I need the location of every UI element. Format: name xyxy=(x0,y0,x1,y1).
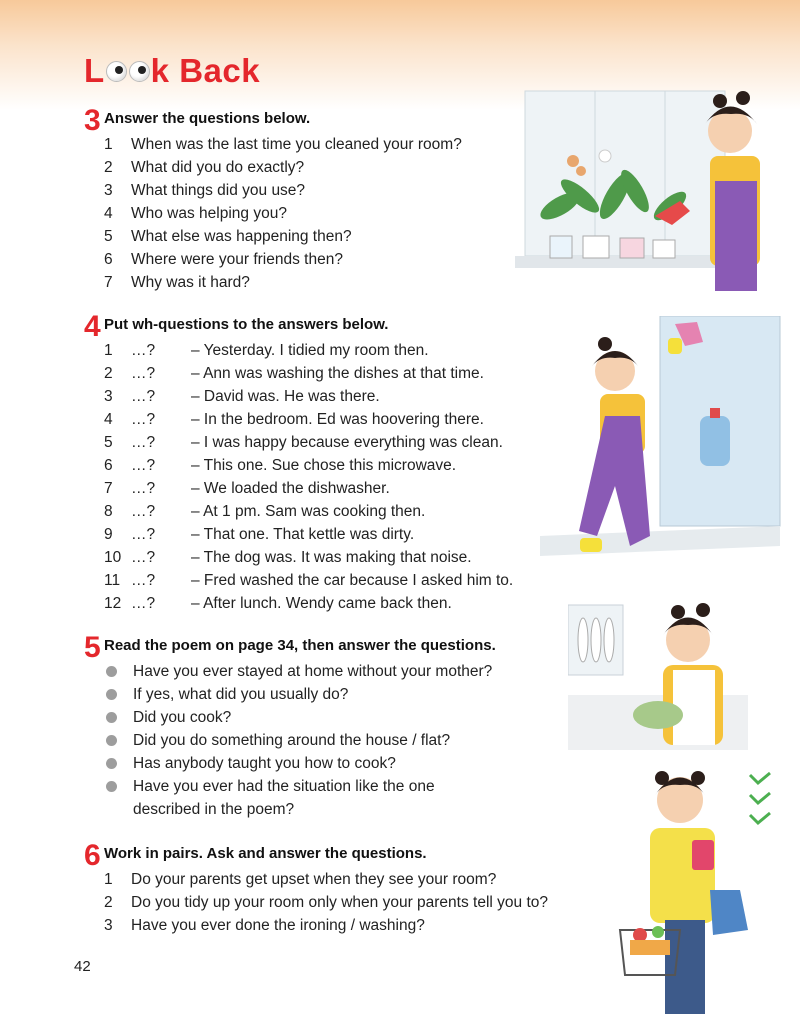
item-text: – In the bedroom. Ed was hoovering there. xyxy=(191,411,484,428)
item-text: What did you do exactly? xyxy=(131,159,305,176)
item-text: – We loaded the dishwasher. xyxy=(191,480,390,497)
washing-dishes-illustration xyxy=(568,600,768,750)
item-question-mark: …? xyxy=(131,342,156,359)
bullet-icon xyxy=(106,666,117,677)
item-number: 6 xyxy=(104,251,113,268)
item-number: 4 xyxy=(104,411,113,428)
list-item xyxy=(104,592,513,615)
bullet-icon xyxy=(106,781,117,792)
item-question-mark: …? xyxy=(131,388,156,405)
bullet-icon xyxy=(106,712,117,723)
item-text: Where were your friends then? xyxy=(131,251,343,268)
item-text: – That one. That kettle was dirty. xyxy=(191,526,415,543)
list-item xyxy=(104,431,513,454)
list-item xyxy=(104,408,513,431)
title-first-letter: L xyxy=(84,52,105,89)
eye-icon xyxy=(129,61,150,82)
item-question-mark: …? xyxy=(131,365,156,382)
list-item xyxy=(104,523,513,546)
item-number: 1 xyxy=(104,871,113,888)
bullet-icon xyxy=(106,735,117,746)
item-text: Who was helping you? xyxy=(131,205,287,222)
list-item xyxy=(104,225,462,248)
list-item xyxy=(104,339,513,362)
item-question-mark: …? xyxy=(131,434,156,451)
item-number: 9 xyxy=(104,526,113,543)
item-text: Has anybody taught you how to cook? xyxy=(133,755,396,772)
item-number: 3 xyxy=(104,388,113,405)
item-text: – Ann was washing the dishes at that time. xyxy=(191,365,484,382)
item-number: 4 xyxy=(104,205,113,222)
item-text: – I was happy because everything was clean. xyxy=(191,434,503,451)
section-number: 3 xyxy=(84,104,101,137)
list-item xyxy=(104,202,462,225)
item-text: – The dog was. It was making that noise. xyxy=(191,549,472,566)
item-number: 1 xyxy=(104,136,113,153)
item-text: If yes, what did you usually do? xyxy=(133,686,349,703)
question-list xyxy=(104,868,548,937)
item-number: 10 xyxy=(104,549,122,566)
list-item xyxy=(104,868,548,891)
item-number: 12 xyxy=(104,595,122,612)
section-number: 5 xyxy=(84,631,101,664)
item-number: 1 xyxy=(104,342,113,359)
item-text: – This one. Sue chose this microwave. xyxy=(191,457,457,474)
section-heading: Put wh-questions to the answers below. xyxy=(104,316,389,333)
item-text: Do you tidy up your room only when your parents tell you to? xyxy=(131,894,549,911)
section-heading: Answer the questions below. xyxy=(104,110,311,127)
item-text: – David was. He was there. xyxy=(191,388,380,405)
list-item xyxy=(104,385,513,408)
item-text: Have you ever stayed at home without your mother? xyxy=(133,663,493,680)
list-item xyxy=(104,891,548,914)
shopping-basket-illustration xyxy=(600,760,790,1014)
bullet-icon xyxy=(106,689,117,700)
item-question-mark: …? xyxy=(131,411,156,428)
question-list xyxy=(104,660,493,821)
list-item xyxy=(104,706,493,729)
list-item xyxy=(104,362,513,385)
list-item xyxy=(104,133,462,156)
item-number: 7 xyxy=(104,274,113,291)
item-text: What else was happening then? xyxy=(131,228,352,245)
item-text: What things did you use? xyxy=(131,182,306,199)
item-number: 2 xyxy=(104,894,113,911)
section-heading: Read the poem on page 34, then answer the questions. xyxy=(104,637,496,654)
item-number: 5 xyxy=(104,434,113,451)
eye-icon xyxy=(106,61,127,82)
title-rest: k Back xyxy=(150,52,261,89)
section-number: 4 xyxy=(84,310,101,343)
item-text: – After lunch. Wendy came back then. xyxy=(191,595,452,612)
list-item xyxy=(104,156,462,179)
list-item xyxy=(104,683,493,706)
list-item xyxy=(104,500,513,523)
item-text: When was the last time you cleaned your room? xyxy=(131,136,462,153)
item-number: 11 xyxy=(104,572,121,589)
item-number: 7 xyxy=(104,480,113,497)
list-item xyxy=(104,477,513,500)
list-item xyxy=(104,569,513,592)
page-title xyxy=(84,52,260,90)
watering-plants-illustration xyxy=(505,86,795,291)
question-list xyxy=(104,133,462,294)
question-list xyxy=(104,339,513,615)
item-text: Have you ever had the situation like the one described in the poem? xyxy=(133,778,435,818)
item-text: – At 1 pm. Sam was cooking then. xyxy=(191,503,426,520)
item-number: 6 xyxy=(104,457,113,474)
item-text: Did you cook? xyxy=(133,709,232,726)
item-question-mark: …? xyxy=(131,572,156,589)
item-text: – Yesterday. I tidied my room then. xyxy=(191,342,429,359)
item-question-mark: …? xyxy=(131,457,156,474)
section-heading: Work in pairs. Ask and answer the questions. xyxy=(104,845,427,862)
item-number: 3 xyxy=(104,917,113,934)
item-question-mark: …? xyxy=(131,549,156,566)
item-text: – Fred washed the car because I asked him to. xyxy=(191,572,514,589)
list-item xyxy=(104,179,462,202)
item-text: Do your parents get upset when they see your room? xyxy=(131,871,497,888)
item-number: 2 xyxy=(104,159,113,176)
list-item xyxy=(104,914,548,937)
item-question-mark: …? xyxy=(131,480,156,497)
item-text: Did you do something around the house / flat? xyxy=(133,732,451,749)
bullet-icon xyxy=(106,758,117,769)
item-question-mark: …? xyxy=(131,595,156,612)
list-item xyxy=(104,248,462,271)
page-number: 42 xyxy=(74,958,91,975)
list-item xyxy=(104,752,493,775)
item-text: Have you ever done the ironing / washing? xyxy=(131,917,425,934)
list-item xyxy=(104,729,493,752)
section-number: 6 xyxy=(84,839,101,872)
item-number: 5 xyxy=(104,228,113,245)
item-number: 8 xyxy=(104,503,113,520)
item-question-mark: …? xyxy=(131,526,156,543)
list-item xyxy=(104,546,513,569)
list-item xyxy=(104,775,493,821)
list-item xyxy=(104,454,513,477)
list-item xyxy=(104,660,493,683)
cleaning-window-illustration xyxy=(540,316,790,576)
item-number: 2 xyxy=(104,365,113,382)
list-item xyxy=(104,271,462,294)
item-number: 3 xyxy=(104,182,113,199)
item-question-mark: …? xyxy=(131,503,156,520)
item-text: Why was it hard? xyxy=(131,274,250,291)
